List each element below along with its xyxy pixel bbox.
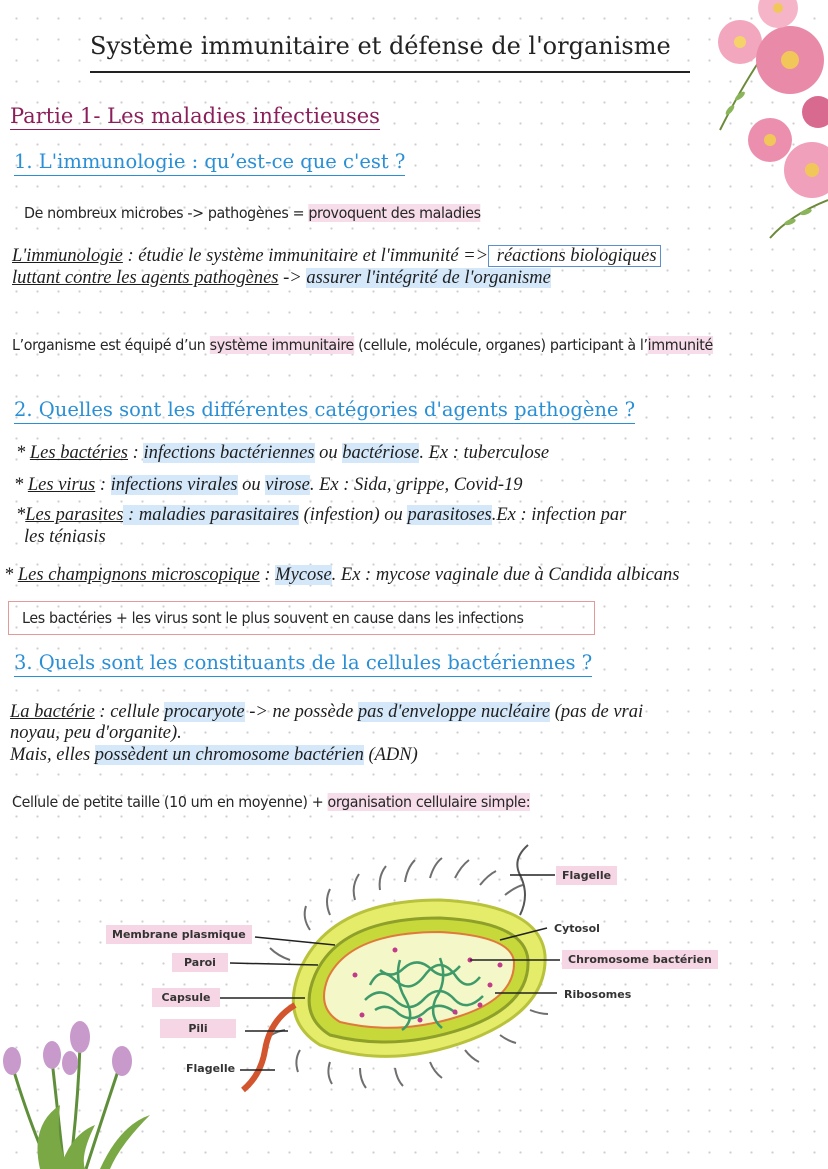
bacteries-highlight-b: bactériose <box>342 443 420 463</box>
champignons-text: : <box>259 565 276 585</box>
flagellum-top <box>517 845 528 915</box>
label-chromosome: Chromosome bactérien <box>562 950 718 969</box>
partie-title: Partie 1- Les maladies infectieuses <box>10 104 380 128</box>
parasites-line <box>16 505 626 526</box>
immunology-def-text: : étudie le système immunitaire et l'immunité => <box>122 246 489 266</box>
cell-size-highlight: organisation cellulaire simple: <box>327 793 531 811</box>
organism-text-b: (cellule, molécule, organes) participant à l’ <box>353 336 648 354</box>
bacterie-term: La bactérie <box>10 702 95 722</box>
parasites-line2: les téniasis <box>24 527 106 547</box>
label-ribosomes: Ribosomes <box>564 988 632 1001</box>
bullet: * <box>16 505 26 525</box>
virus-text: : <box>95 475 111 495</box>
label-pili: Pili <box>160 1019 236 1038</box>
microbes-highlight: provoquent des maladies <box>308 204 481 222</box>
section1-heading: 1. L'immunologie : qu’est-ce que c'est ? <box>14 150 405 176</box>
organism-highlight-b: immunité <box>647 336 713 354</box>
parasites-term: Les parasites <box>25 505 124 525</box>
label-cytosol: Cytosol <box>554 922 600 935</box>
virus-line <box>14 475 523 496</box>
parasites-example: .Ex : infection par <box>491 505 627 525</box>
organism-highlight-a: système immunitaire <box>209 336 354 354</box>
bacterie-text: : cellule <box>94 702 165 722</box>
bacteries-line <box>16 443 549 464</box>
bullet: * <box>4 565 18 585</box>
virus-example: . Ex : Sida, grippe, Covid-19 <box>309 475 523 495</box>
champignons-term: Les champignons microscopique <box>17 565 260 585</box>
immunology-def-arrow: -> <box>278 268 307 288</box>
flagellum-bottom <box>243 1005 295 1090</box>
champignons-highlight: Mycose <box>275 565 332 585</box>
title-underline <box>90 71 690 73</box>
bacterie-text: Mais, elles <box>10 745 95 765</box>
enveloppe-highlight: pas d'enveloppe nucléaire <box>357 702 551 722</box>
champignons-line <box>4 565 679 586</box>
page-title: Système immunitaire et défense de l'organisme <box>90 32 671 60</box>
immunology-definition-line1 <box>12 246 661 267</box>
bacteries-text: : <box>128 443 144 463</box>
label-capsule: Capsule <box>152 988 220 1007</box>
microbes-line <box>24 204 481 222</box>
section3-heading: 3. Quels sont les constituants de la cellules bactériennes ? <box>14 651 592 677</box>
organism-text-a: L’organisme est équipé d’un <box>12 336 210 354</box>
bacterial-cell-diagram <box>0 840 828 1100</box>
parasites-text: (infestion) ou <box>299 505 408 525</box>
label-flagelle-bottom: Flagelle <box>186 1062 236 1075</box>
label-flagelle-top: Flagelle <box>556 866 617 885</box>
bacterie-line1 <box>10 702 643 723</box>
cell-size-text: Cellule de petite taille (10 um en moyenne) + <box>12 793 328 811</box>
virus-highlight-a: infections virales <box>110 475 238 495</box>
bacterie-line3 <box>10 745 418 766</box>
note-text: Les bactéries + les virus sont le plus souvent en cause dans les infections <box>22 609 524 627</box>
immunology-def-boxed: réactions biologiques <box>488 245 660 267</box>
bacteries-term: Les bactéries <box>29 443 129 463</box>
bullet: * <box>14 475 28 495</box>
cell-size-line <box>12 793 530 811</box>
bacteries-highlight-a: infections bactériennes <box>143 443 315 463</box>
bacteries-example: . Ex : tuberculose <box>419 443 550 463</box>
immunology-def-line2-underlined: luttant contre les agents pathogènes <box>12 268 279 288</box>
bacteries-text: ou <box>314 443 343 463</box>
bacterie-text: -> ne possède <box>244 702 358 722</box>
bacterie-line2: noyau, peu d'organite). <box>10 723 182 743</box>
label-membrane: Membrane plasmique <box>106 925 252 944</box>
immunology-def-highlight: assurer l'intégrité de l'organisme <box>306 268 551 288</box>
bacterie-text: (ADN) <box>363 745 418 765</box>
organism-line <box>12 336 713 354</box>
immunology-term: L'immunologie <box>12 246 123 266</box>
section2-heading: 2. Quelles sont les différentes catégories d'agents pathogène ? <box>14 398 635 424</box>
immunology-definition-line2 <box>12 268 551 289</box>
virus-text: ou <box>237 475 266 495</box>
virus-highlight-b: virose <box>265 475 310 495</box>
chromosome-highlight: possèdent un chromosome bactérien <box>94 745 364 765</box>
microbes-text: De nombreux microbes -> pathogènes = <box>24 204 309 222</box>
flowers-decoration-icon <box>700 0 828 250</box>
virus-term: Les virus <box>27 475 96 495</box>
parasites-highlight-b: parasitoses <box>407 505 492 525</box>
procaryote-highlight: procaryote <box>164 702 245 722</box>
label-paroi: Paroi <box>172 953 228 972</box>
champignons-example: . Ex : mycose vaginale due à Candida albicans <box>331 565 680 585</box>
parasites-highlight-a: : maladies parasitaires <box>123 505 300 525</box>
bullet: * <box>16 443 30 463</box>
bacterie-text: (pas de vrai <box>550 702 644 722</box>
